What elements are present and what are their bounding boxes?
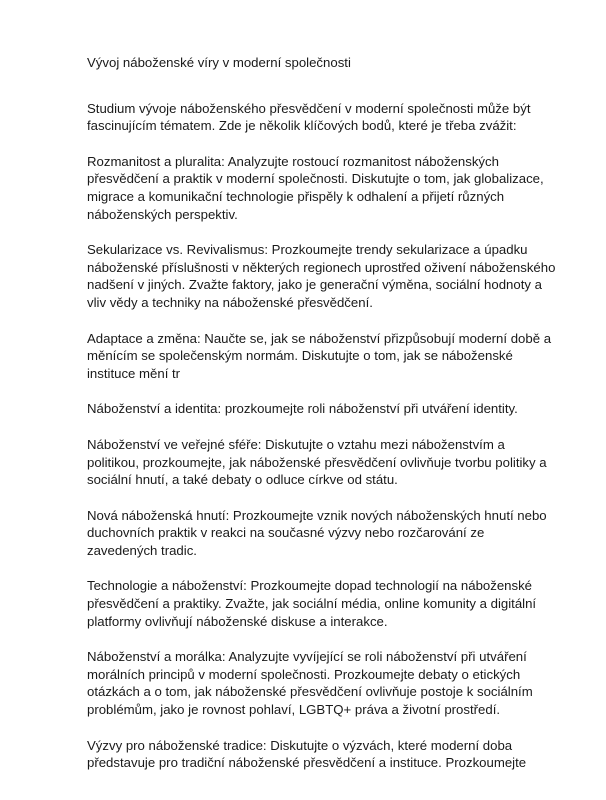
document-body	[87, 54, 557, 790]
paragraph-new-movements: Nová náboženská hnutí: Prozkoumejte vznik nových náboženských hnutí nebo duchovních praktik v reakci na současné výzvy nebo rozčarování ze zavedených tradic.	[87, 507, 547, 558]
paragraph-public-sphere: Náboženství ve veřejné sféře: Diskutujte o vztahu mezi náboženstvím a politikou, prozkoumejte, jak náboženské přesvědčení ovlivňuje tvorbu politiky a sociální hnutí, a také debaty o odluce církve od státu.	[87, 436, 547, 488]
paragraph-intro: Studium vývoje náboženského přesvědčení v moderní společnosti může být fascinujícím tématem. Zde je několik klíčových bodů, které je třeba zvážit:	[87, 100, 531, 134]
paragraph-challenges: Výzvy pro náboženské tradice: Diskutujte o výzvách, které moderní doba představuje pro tradiční náboženské přesvědčení a instituce. Prozkoumejte	[87, 737, 527, 771]
paragraph-morality: Náboženství a morálka: Analyzujte vyvíjející se roli náboženství při utváření morálních principů v moderní společnosti. Prozkoumejte debaty o etických otázkách a o tom, jak náboženské přesvědčení ovlivňuje postoje k sociálním problémům, jako je rovnost pohlaví, LGBTQ+ práva a životní prostředí.	[87, 649, 533, 718]
document-title: Vývoj náboženské víry v moderní společnosti	[87, 55, 351, 70]
paragraph-adaptation: Adaptace a změna: Naučte se, jak se náboženství přizpůsobují moderní době a měnícím se společenským normám. Diskutujte o tom, jak se náboženské instituce mění tr	[87, 330, 552, 381]
paragraph-technology: Technologie a náboženství: Prozkoumejte dopad technologií na náboženské přesvědčení a praktiky. Zvažte, jak sociální média, online komunity a digitální platformy ovlivňují náboženské diskuse a interakce.	[87, 578, 537, 629]
paragraph-identity: Náboženství a identita: prozkoumejte roli náboženství při utváření identity.	[87, 401, 518, 417]
paragraph-diversity: Rozmanitost a pluralita: Analyzujte rostoucí rozmanitost náboženských přesvědčení a praktik v moderní společnosti. Diskutujte o tom, jak globalizace, migrace a komunikační technologie přispěly k odhalení a přijetí různých náboženských perspektiv.	[87, 153, 544, 222]
paragraph-secularization: Sekularizace vs. Revivalismus: Prozkoumejte trendy sekularizace a úpadku náboženské příslušnosti v některých regionech uprostřed oživení náboženského nadšení v jiných. Zvažte faktory, jako je generační výměna, sociální hodnoty a vliv vědy a techniky na náboženské přesvědčení.	[87, 242, 556, 310]
